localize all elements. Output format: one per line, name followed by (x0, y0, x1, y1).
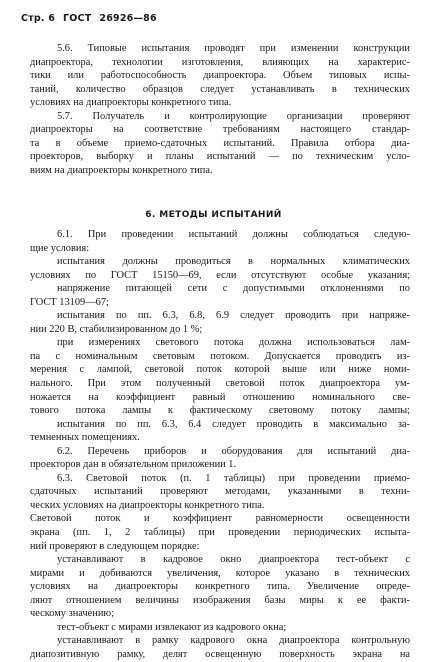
text-line: условиях на диапроекторы конкретного типа. (30, 97, 232, 109)
standard-number: 26926—86 (99, 13, 157, 24)
text-line: темненных помещениях. (30, 432, 140, 444)
text-line: щие условия: (30, 242, 90, 254)
text-line: условиях по ГОСТ 15150—69, если отсутствуют особые указания; (30, 269, 410, 281)
text-line: тест-объект с мирами извлекают из кадрового окна; (57, 621, 287, 633)
text-line: мирами и добиваются увеличения, которое указано в технических (30, 567, 410, 579)
page-number: Стр. 6 (21, 13, 56, 24)
text-line: условиях на диапроекторы конкретного типа. Увеличение опреде- (30, 581, 410, 593)
text-line: ний проверяют в следующем порядке: (30, 540, 200, 552)
text-line: диапроекторы на соответствие требованиям настоящего стандар- (30, 124, 410, 136)
text-line: сдаточных испытаний проверяют методами, указанными в техни- (30, 486, 410, 498)
text-line: тового потока лампы к фактическому световому потоку лампы; (30, 405, 410, 417)
section-title: 6. МЕТОДЫ ИСПЫТАНИЙ (145, 210, 282, 220)
text-line: ляют отношением величины изображения базы миры к ее факти- (30, 594, 410, 606)
text-line: па с номинальным световым потоком. Допускается проводить из- (30, 350, 410, 362)
text-line: ГОСТ 13109—67; (30, 296, 109, 308)
text-line: проекторов, выборку и планы испытаний — по техническим усло- (30, 151, 410, 163)
text-line: проекторов дан в обязательном приложении 1. (30, 459, 237, 471)
text-line: ножается на коэффициент равный отношению номинального све- (30, 391, 410, 403)
text-line: 6.1. При проведении испытаний должны соблюдаться следую- (57, 229, 410, 240)
text-line: экрана (пп. 1, 2 таблицы) при проведении периодических испыта- (30, 527, 410, 539)
text-line: тики или работоспособность диапроектора. Объем типовых испы- (30, 70, 410, 82)
text-line: виям на диапроекторы конкретного типа. (30, 164, 213, 176)
text-line: устанавливают в рамку кадрового окна диапроектора контрольную (57, 635, 410, 647)
standard-label: ГОСТ (63, 13, 92, 24)
text-line: при измерениях светового потока должна использоваться лам- (57, 337, 410, 349)
text-line: напряжение питающей сети с допустимыми отклонениями по (57, 283, 410, 295)
text-line: испытания по пп. 6.3, 6.4 следует проводить в максимально за- (57, 418, 410, 430)
text-line: 5.7. Получатель и контролирующие организации проверяют (57, 110, 410, 122)
text-line: ческому значению; (30, 608, 115, 620)
text-line: испытания по пп. 6.3, 6.8, 6.9 следует проводить при напряже- (57, 310, 410, 322)
text-line: испытания должны проводиться в нормальных климатических (57, 256, 410, 268)
text-line: устанавливают в кадровое окно диапроектора тест-объект с (57, 554, 410, 566)
clauses-5-6-5-7 (30, 42, 410, 177)
text-line: та в объеме приемо-сдаточных испытаний. Правила отбора диа- (30, 137, 410, 149)
text-line: мерения с лампой, световой поток которой выше или ниже номи- (30, 364, 410, 376)
page-header (21, 13, 165, 24)
text-line: диапозитивную рамку, делят освещенную поверхность экрана на (30, 648, 410, 660)
text-line: 6.2. Перечень приборов и оборудования для испытаний диа- (57, 445, 410, 457)
text-line: Световой поток и коэффициент равномерности освещенности (30, 513, 410, 525)
section-6-body (30, 228, 410, 662)
text-line: ческих условиях на диапроекторы конкретного типа. (30, 499, 265, 511)
text-line: нального. При этом полученный световой поток диапроектора ум- (30, 378, 410, 390)
text-line: диапроектора, технологии изготовления, влияющих на характерис- (30, 56, 410, 68)
text-line: 6.3. Световой поток (п. 1 таблицы) при проведении приемо- (57, 472, 410, 484)
text-line: нии 220 В, стабилизированном до 1 %; (30, 323, 203, 335)
text-line: таний, количество образцов следует устанавливать в технических (30, 83, 410, 95)
text-line: 5.6. Типовые испытания проводят при изменении конструкции (57, 43, 410, 54)
